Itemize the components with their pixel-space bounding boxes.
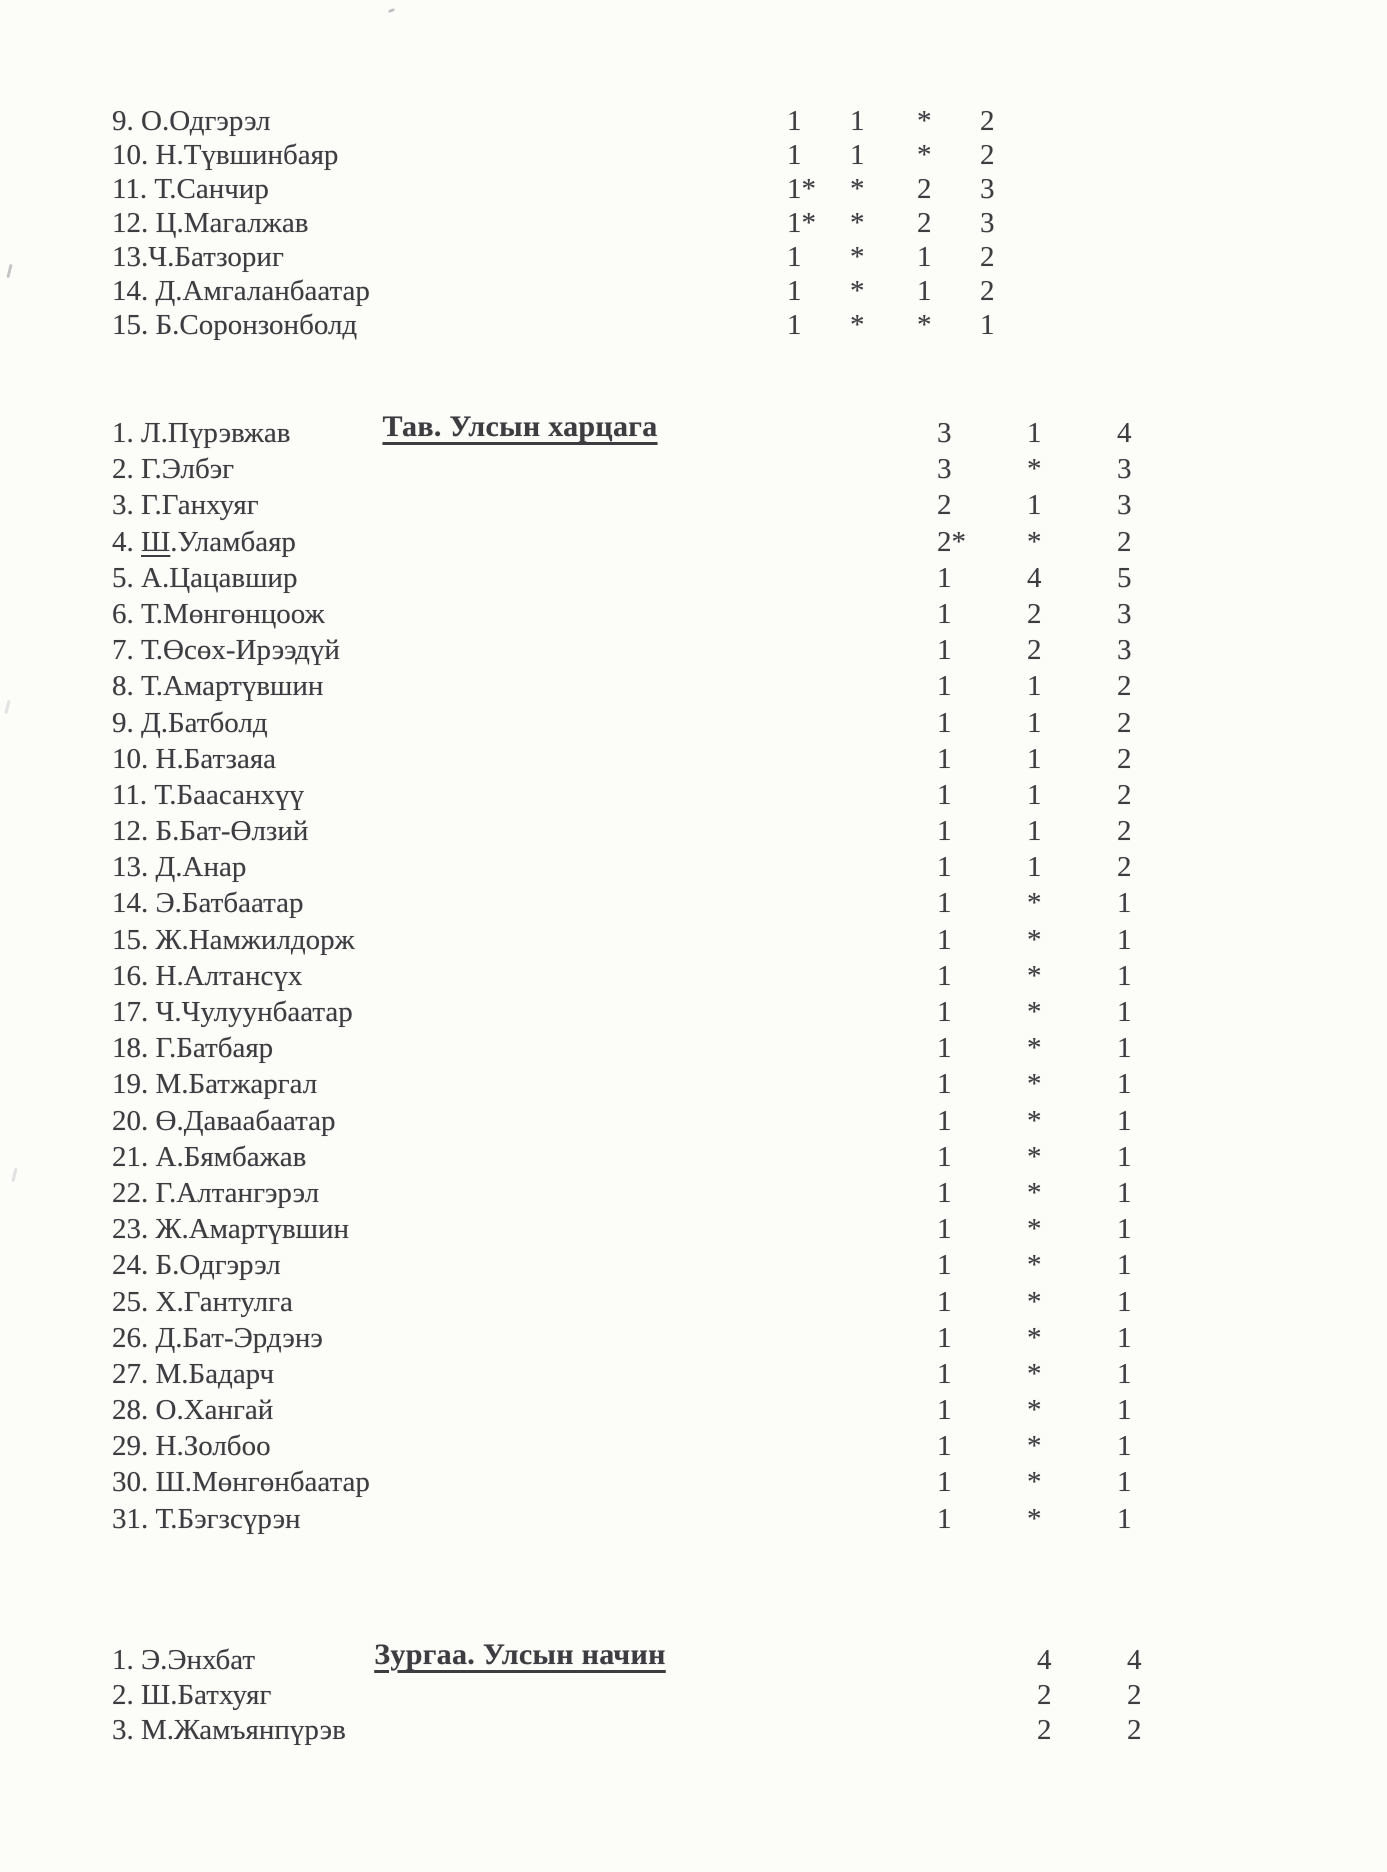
entry-name: 15. Ж.Намжилдорж (112, 923, 355, 956)
entry-name: 30. Ш.Мөнгөнбаатар (112, 1466, 370, 1499)
entry-value: 1 (787, 275, 802, 307)
entry-value: 3 (1117, 489, 1132, 522)
list-item (0, 1464, 1387, 1500)
entry-value: 2 (917, 207, 932, 239)
entry-value: * (1027, 1032, 1042, 1065)
entry-value: 1 (1027, 706, 1042, 739)
entry-value: 1 (937, 959, 952, 992)
list-item (0, 1428, 1387, 1464)
entry-value: * (917, 309, 932, 341)
entry-value: 2 (1127, 1679, 1142, 1711)
entry-value: * (1027, 1213, 1042, 1246)
list-item (0, 206, 1387, 240)
entry-name: 19. М.Батжаргал (112, 1068, 318, 1101)
entry-value: 1 (1117, 959, 1132, 992)
entry-value: 2 (980, 275, 995, 307)
entry-value: 1 (937, 1321, 952, 1354)
list-item (0, 1643, 1387, 1678)
entry-name: 9. О.Одгэрэл (112, 105, 271, 137)
entry-value: 1 (937, 597, 952, 630)
entry-value: * (1027, 996, 1042, 1028)
entry-value: 1 (937, 1430, 952, 1463)
entry-value: 1 (1117, 1430, 1132, 1463)
section-tav-ulsyn-khartsaga (0, 415, 1387, 1537)
entry-value: 1 (937, 742, 952, 775)
entry-value: * (850, 207, 865, 239)
entry-value: 1 (937, 1249, 952, 1282)
entry-value: 1 (787, 309, 802, 341)
entry-value: 1 (937, 887, 952, 920)
entry-name: 10. Н.Батзаяа (112, 742, 277, 775)
underlined-initial: Ш (141, 525, 171, 558)
entry-name: 12. Ц.Магалжав (112, 207, 309, 239)
entry-value: 1 (937, 670, 952, 703)
entry-value: 1 (1117, 887, 1132, 920)
entry-value: 1 (850, 105, 865, 137)
entry-name: 26. Д.Бат-Эрдэнэ (112, 1321, 323, 1354)
list-item (0, 885, 1387, 921)
entry-name: 25. Х.Гантулга (112, 1285, 293, 1318)
entry-value: 1 (1117, 1104, 1132, 1137)
list-item (0, 1139, 1387, 1175)
entry-value: 1 (937, 1394, 952, 1427)
entry-name: 24. Б.Одгэрэл (112, 1249, 281, 1282)
entry-name: 31. Т.Бэгзсүрэн (112, 1502, 301, 1535)
list-item (0, 104, 1387, 138)
entry-value: * (1027, 1357, 1042, 1390)
entry-value: 2 (1117, 525, 1132, 558)
entry-name: 3. М.Жамъянпүрэв (112, 1714, 346, 1746)
entry-value: 2 (1117, 742, 1132, 775)
entry-value: * (917, 105, 932, 137)
entry-value: 1 (787, 241, 802, 273)
entry-name: 14. Э.Батбаатар (112, 887, 304, 920)
section-zurgaa-ulsyn-nachin (0, 1643, 1387, 1748)
entry-value: 1* (787, 173, 816, 205)
entry-value: 1 (1027, 851, 1042, 884)
entry-value: 1 (1117, 1321, 1132, 1354)
list-item (0, 1713, 1387, 1748)
entry-name: 1. Л.Пүрэвжав (112, 417, 291, 449)
entry-value: 2 (980, 241, 995, 273)
entry-value: 2 (917, 173, 932, 205)
entry-name: 7. Т.Өсөх-Ирээдүй (112, 634, 340, 667)
entry-value: 1 (937, 1104, 952, 1137)
list-item (0, 596, 1387, 632)
entry-value: 2 (1027, 634, 1042, 667)
section-continued-list (0, 104, 1387, 342)
entry-value: 1 (1117, 1285, 1132, 1318)
entry-value: * (1027, 887, 1042, 920)
entry-value: 2 (1117, 778, 1132, 811)
entry-value: 1 (937, 1140, 952, 1173)
entry-value: 2 (1117, 706, 1132, 739)
list-item (0, 1501, 1387, 1537)
entry-value: 1 (937, 923, 952, 956)
entry-name: 15. Б.Соронзонболд (112, 309, 358, 341)
entry-value: 1 (787, 105, 802, 137)
entry-value: 1 (937, 851, 952, 884)
entry-value: 1 (937, 706, 952, 739)
entry-name: 12. Б.Бат-Өлзий (112, 815, 309, 848)
entry-value: * (1027, 453, 1042, 486)
entry-value: 1 (1117, 1032, 1132, 1065)
entry-value: * (1027, 1249, 1042, 1282)
entry-value: 1 (850, 139, 865, 171)
list-item (0, 172, 1387, 206)
entry-value: * (1027, 1140, 1042, 1173)
entry-name: 29. Н.Золбоо (112, 1430, 271, 1463)
entry-value: 1 (937, 561, 952, 594)
entry-value: 1 (787, 139, 802, 171)
entry-value: 2 (1037, 1714, 1052, 1746)
entry-value: * (1027, 1104, 1042, 1137)
entry-value: 4 (1127, 1644, 1142, 1676)
entry-value: 1 (1027, 417, 1042, 449)
entry-name: 13.Ч.Батзориг (112, 241, 284, 273)
list-item (0, 1356, 1387, 1392)
entry-value: 1 (1117, 1466, 1132, 1499)
entry-value: 2 (980, 105, 995, 137)
entry-value: 2 (937, 489, 952, 522)
entry-name: 10. Н.Түвшинбаяр (112, 139, 339, 171)
entry-value: 1 (937, 1466, 952, 1499)
entry-value: * (1027, 1502, 1042, 1535)
list-item (0, 1211, 1387, 1247)
entry-value: * (1027, 923, 1042, 956)
list-item (0, 1103, 1387, 1139)
entry-name: 13. Д.Анар (112, 851, 247, 884)
entry-value: 1 (917, 275, 932, 307)
list-item (0, 308, 1387, 342)
entry-value: 3 (1117, 634, 1132, 667)
entry-value: 5 (1117, 561, 1132, 594)
entry-value: 1 (1027, 778, 1042, 811)
entry-value: 3 (1117, 453, 1132, 486)
entry-name: 20. Ө.Даваабаатар (112, 1104, 336, 1137)
rows-container (0, 1643, 1387, 1748)
entry-name: 6. Т.Мөнгөнцоож (112, 597, 325, 630)
entry-value: 1 (1117, 923, 1132, 956)
list-item (0, 849, 1387, 885)
entry-value: 1 (937, 778, 952, 811)
entry-name: 2. Ш.Батхуяг (112, 1679, 272, 1711)
list-item (0, 451, 1387, 487)
entry-value: 3 (937, 453, 952, 486)
entry-name: 16. Н.Алтансүх (112, 959, 303, 992)
list-item (0, 1030, 1387, 1066)
entry-value: * (850, 241, 865, 273)
entry-value: 1 (1117, 1068, 1132, 1101)
entry-name: 11. Т.Санчир (112, 173, 269, 205)
list-item (0, 1392, 1387, 1428)
entry-value: 1 (937, 1502, 952, 1535)
entry-value: * (1027, 1285, 1042, 1318)
entry-value: 2* (937, 525, 966, 558)
entry-name: 22. Г.Алтангэрэл (112, 1176, 320, 1209)
entry-value: * (1027, 525, 1042, 558)
entry-value: 2 (1127, 1714, 1142, 1746)
entry-value: 1 (937, 634, 952, 667)
entry-value: 1 (1027, 670, 1042, 703)
list-item (0, 1175, 1387, 1211)
entry-value: 1 (937, 1032, 952, 1065)
rows-container (0, 104, 1387, 342)
entry-value: * (1027, 1394, 1042, 1427)
entry-value: 1 (1117, 1140, 1132, 1173)
list-item (0, 813, 1387, 849)
entry-name: 5. А.Цацавшир (112, 561, 298, 594)
entry-name: 2. Г.Элбэг (112, 453, 235, 486)
entry-value: * (1027, 1466, 1042, 1499)
list-item (0, 705, 1387, 741)
list-item (0, 415, 1387, 451)
entry-value: 1 (1117, 1502, 1132, 1535)
entry-name: 21. А.Бямбажав (112, 1140, 307, 1173)
entry-value: * (850, 173, 865, 205)
entry-value: 4 (1037, 1644, 1052, 1676)
list-item (0, 958, 1387, 994)
entry-value: 1 (1117, 1176, 1132, 1209)
entry-value: 1 (1117, 1249, 1132, 1282)
entry-value: 1 (1027, 815, 1042, 848)
entry-value: * (1027, 1430, 1042, 1463)
list-item (0, 274, 1387, 308)
entry-name: 27. М.Бадарч (112, 1357, 275, 1390)
entry-value: 1 (917, 241, 932, 273)
scan-speck-artifact (388, 8, 396, 13)
entry-name: 4. Ш.Уламбаяр (112, 525, 296, 558)
entry-name: 23. Ж.Амартүвшин (112, 1213, 350, 1246)
list-item (0, 777, 1387, 813)
entry-value: * (1027, 959, 1042, 992)
list-item (0, 741, 1387, 777)
entry-value: 4 (1027, 561, 1042, 594)
entry-value: 1 (937, 815, 952, 848)
entry-name: 18. Г.Батбаяр (112, 1032, 274, 1065)
entry-name: 8. Т.Амартүвшин (112, 670, 324, 703)
list-item (0, 668, 1387, 704)
entry-value: 1* (787, 207, 816, 239)
entry-name: 3. Г.Ганхуяг (112, 489, 259, 522)
section-title-tav-ulsyn-khartsaga: Тав. Улсын харцага (382, 409, 658, 443)
list-item (0, 1247, 1387, 1283)
entry-value: 2 (1117, 851, 1132, 884)
entry-value: 1 (1117, 1357, 1132, 1390)
entry-value: 1 (1117, 1213, 1132, 1246)
entry-value: 2 (1117, 815, 1132, 848)
rows-container (0, 415, 1387, 1537)
entry-value: 1 (937, 1357, 952, 1390)
entry-value: 1 (937, 1176, 952, 1209)
list-item (0, 240, 1387, 274)
entry-value: 1 (937, 1285, 952, 1318)
entry-value: 3 (980, 207, 995, 239)
entry-value: 2 (1117, 670, 1132, 703)
entry-name: 14. Д.Амгаланбаатар (112, 275, 370, 307)
list-item (0, 1320, 1387, 1356)
entry-value: 2 (1027, 597, 1042, 630)
entry-value: 1 (937, 1068, 952, 1101)
list-item (0, 1678, 1387, 1713)
entry-value: 1 (937, 996, 952, 1028)
list-item (0, 994, 1387, 1030)
entry-name: 28. О.Хангай (112, 1394, 274, 1427)
list-item (0, 138, 1387, 172)
entry-value: * (850, 275, 865, 307)
list-item (0, 1066, 1387, 1102)
entry-name: 1. Э.Энхбат (112, 1644, 256, 1676)
list-item (0, 922, 1387, 958)
entry-value: * (917, 139, 932, 171)
list-item (0, 1284, 1387, 1320)
entry-value: 1 (1027, 742, 1042, 775)
list-item (0, 560, 1387, 596)
entry-value: 4 (1117, 417, 1132, 449)
entry-value: 1 (1117, 996, 1132, 1028)
entry-value: * (1027, 1176, 1042, 1209)
entry-name: 17. Ч.Чулуунбаатар (112, 996, 353, 1028)
entry-value: * (1027, 1321, 1042, 1354)
entry-value: 3 (1117, 597, 1132, 630)
entry-value: 1 (980, 309, 995, 341)
entry-name: 11. Т.Баасанхүү (112, 778, 304, 811)
entry-value: * (850, 309, 865, 341)
entry-value: * (1027, 1068, 1042, 1101)
list-item (0, 524, 1387, 560)
entry-value: 1 (1117, 1394, 1132, 1427)
entry-name: 9. Д.Батболд (112, 706, 268, 739)
entry-value: 1 (1027, 489, 1042, 522)
list-item (0, 487, 1387, 523)
list-item (0, 632, 1387, 668)
entry-value: 3 (980, 173, 995, 205)
entry-value: 1 (937, 1213, 952, 1246)
entry-value: 3 (937, 417, 952, 449)
entry-value: 2 (1037, 1679, 1052, 1711)
section-title-zurgaa-ulsyn-nachin: Зургаа. Улсын начин (374, 1637, 666, 1671)
entry-value: 2 (980, 139, 995, 171)
